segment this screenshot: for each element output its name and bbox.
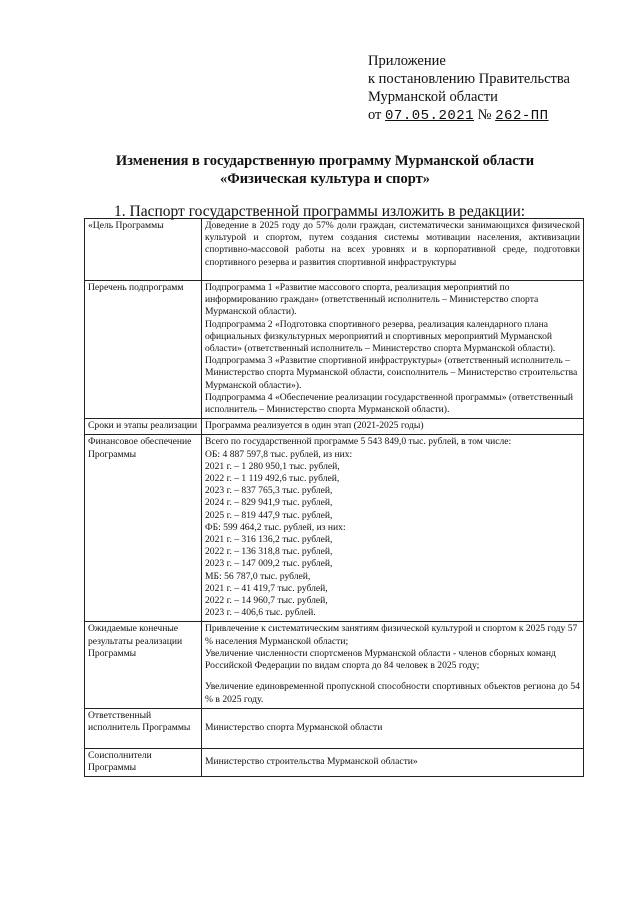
finance-list <box>202 435 584 622</box>
table-row <box>85 419 584 435</box>
coexecutors-text: Министерство строительства Мурманской области» <box>202 748 584 776</box>
list-item: 2023 г. – 406,6 тыс. рублей. <box>205 607 316 619</box>
list-item: Увеличение численности спортсменов Мурманской области - членов сборных команд Российской Федерации по видам спорта до 84 человек в 2025 году; <box>205 647 556 672</box>
number-prefix: № <box>477 107 492 123</box>
list-item: Подпрограмма 3 «Развитие спортивной инфраструктуры» (ответственный исполнитель – Министерство спорта Мурманской области, соисполнитель – Министерство строительства Мурманской области»). <box>205 355 578 391</box>
list-item: 2021 г. – 1 280 950,1 тыс. рублей, <box>205 460 340 472</box>
list-item: 2022 г. – 136 318,8 тыс. рублей, <box>205 546 333 558</box>
goal-text: Доведение в 2025 году до 57% доли граждан, систематически занимающихся физической культурой и спортом, путем создания системы мотивации населения, активизации спортивно-массовой работы на всех уровнях и в корпоративной среде, подготовки спортивного резерва и развития спортивной инфраструктуры <box>202 219 584 281</box>
list-item: Привлечение к систематическим занятиям физической культурой и спортом к 2025 году 57 % населения Мурманской области; <box>205 623 578 647</box>
table-row <box>85 219 584 281</box>
finance-label: Финансовое обеспечение Программы <box>85 435 202 622</box>
list-item: Подпрограмма 4 «Обеспечение реализации государственной программы» (ответственный исполнитель – Министерство спорта Мурманской области). <box>205 391 574 416</box>
appendix-line-1: Приложение <box>368 53 446 69</box>
table-row <box>85 708 584 748</box>
goal-label: «Цель Программы <box>85 219 202 281</box>
decree-number: 262-ПП <box>495 108 549 124</box>
appendix-block <box>368 52 598 125</box>
list-item: Подпрограмма 2 «Подготовка спортивного резерва, реализация календарного плана официальных физкультурных мероприятий и спортивных мероприятий Мурманской области» (ответственный исполнитель – Министерство спорта Мурманской области). <box>205 318 556 355</box>
table-row <box>85 435 584 622</box>
passport-table <box>84 218 584 777</box>
list-item: МБ: 56 787,0 тыс. рублей, <box>205 570 311 582</box>
table-row <box>85 748 584 776</box>
list-item: 2025 г. – 819 447,9 тыс. рублей, <box>205 509 333 521</box>
list-item: 2023 г. – 837 765,3 тыс. рублей, <box>205 485 333 497</box>
decree-date: 07.05.2021 <box>385 108 475 124</box>
coexecutors-label: Соисполнители Программы <box>85 748 202 776</box>
list-item: 2022 г. – 14 960,7 тыс. рублей, <box>205 595 328 607</box>
list-item: Подпрограмма 1 «Развитие массового спорта, реализация мероприятий по информированию граждан» (ответственный исполнитель – Министерство спорта Мурманской области). <box>205 282 539 318</box>
list-item: 2024 г. – 829 941,9 тыс. рублей, <box>205 497 333 509</box>
list-item: Увеличение единовременной пропускной способности спортивных объектов региона до 54 % в 2025 году. <box>205 681 580 705</box>
appendix-date-line <box>368 106 598 125</box>
list-item: Всего по государственной программе 5 543 849,0 тыс. рублей, в том числе: <box>205 436 512 448</box>
title-line-1: Изменения в государственную программу Мурманской области <box>115 153 535 169</box>
subprograms-label: Перечень подпрограмм <box>85 281 202 419</box>
list-item: ФБ: 599 464,2 тыс. рублей, из них: <box>205 521 346 533</box>
appendix-line-3: Мурманской области <box>368 89 498 105</box>
title-line-2: «Физическая культура и спорт» <box>220 171 430 187</box>
list-item: 2021 г. – 316 136,2 тыс. рублей, <box>205 534 333 546</box>
list-item: 2023 г. – 147 009,2 тыс. рублей, <box>205 558 333 570</box>
list-item: 2022 г. – 1 119 492,6 тыс. рублей, <box>205 473 340 485</box>
executor-text: Министерство спорта Мурманской области <box>202 708 584 748</box>
list-item: 2021 г. – 41 419,7 тыс. рублей, <box>205 582 328 594</box>
list-item: ОБ: 4 887 597,8 тыс. рублей, из них: <box>205 448 353 460</box>
date-prefix: от <box>368 107 382 123</box>
terms-text: Программа реализуется в один этап (2021-2025 годы) <box>202 419 584 435</box>
results-label: Ожидаемые конечные результаты реализации Программы <box>85 622 202 708</box>
results-list <box>202 622 584 708</box>
table-row <box>85 622 584 708</box>
document-title <box>90 152 560 188</box>
appendix-line-2: к постановлению Правительства <box>368 71 570 87</box>
executor-label: Ответственный исполнитель Программы <box>85 708 202 748</box>
subprograms-list <box>202 281 584 419</box>
section-heading: 1. Паспорт государственной программы изложить в редакции: <box>114 203 526 220</box>
terms-label: Сроки и этапы реализации <box>85 419 202 435</box>
table-row <box>85 281 584 419</box>
